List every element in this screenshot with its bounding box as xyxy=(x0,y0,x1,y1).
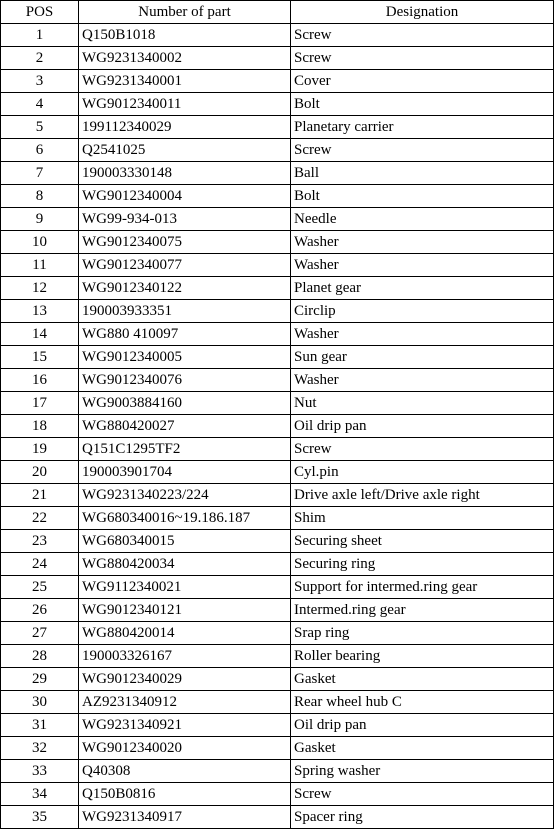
part-number-cell: WG9012340121 xyxy=(79,599,291,622)
part-number-cell: Q2541025 xyxy=(79,139,291,162)
table-row xyxy=(1,806,554,829)
part-number-cell: WG9012340075 xyxy=(79,231,291,254)
part-number-cell: WG9012340076 xyxy=(79,369,291,392)
part-number-cell: 199112340029 xyxy=(79,116,291,139)
part-number-cell: WG9012340020 xyxy=(79,737,291,760)
pos-cell: 35 xyxy=(1,806,79,829)
table-row xyxy=(1,162,554,185)
part-number-cell: WG9012340077 xyxy=(79,254,291,277)
part-number-cell: WG9231340223/224 xyxy=(79,484,291,507)
designation-cell: Bolt xyxy=(291,185,554,208)
part-number-cell: WG9003884160 xyxy=(79,392,291,415)
designation-cell: Screw xyxy=(291,783,554,806)
pos-cell: 14 xyxy=(1,323,79,346)
pos-cell: 11 xyxy=(1,254,79,277)
part-number-cell: Q150B1018 xyxy=(79,24,291,47)
pos-cell: 23 xyxy=(1,530,79,553)
table-row xyxy=(1,553,554,576)
designation-cell: Screw xyxy=(291,139,554,162)
part-number-cell: 190003330148 xyxy=(79,162,291,185)
pos-cell: 28 xyxy=(1,645,79,668)
table-row xyxy=(1,231,554,254)
part-number-cell: 190003901704 xyxy=(79,461,291,484)
part-number-cell: WG680340016~19.186.187 xyxy=(79,507,291,530)
designation-cell: Screw xyxy=(291,438,554,461)
table-row xyxy=(1,70,554,93)
table-row xyxy=(1,93,554,116)
pos-cell: 27 xyxy=(1,622,79,645)
designation-cell: Bolt xyxy=(291,93,554,116)
pos-cell: 1 xyxy=(1,24,79,47)
pos-cell: 3 xyxy=(1,70,79,93)
designation-cell: Shim xyxy=(291,507,554,530)
header-row xyxy=(1,1,554,24)
pos-cell: 31 xyxy=(1,714,79,737)
table-row xyxy=(1,714,554,737)
designation-cell: Planetary carrier xyxy=(291,116,554,139)
designation-cell: Rear wheel hub C xyxy=(291,691,554,714)
pos-cell: 19 xyxy=(1,438,79,461)
header-designation: Designation xyxy=(291,1,554,24)
table-row xyxy=(1,346,554,369)
pos-cell: 24 xyxy=(1,553,79,576)
pos-cell: 26 xyxy=(1,599,79,622)
part-number-cell: AZ9231340912 xyxy=(79,691,291,714)
pos-cell: 10 xyxy=(1,231,79,254)
designation-cell: Roller bearing xyxy=(291,645,554,668)
designation-cell: Washer xyxy=(291,369,554,392)
designation-cell: Intermed.ring gear xyxy=(291,599,554,622)
part-number-cell: WG9012340011 xyxy=(79,93,291,116)
designation-cell: Sun gear xyxy=(291,346,554,369)
part-number-cell: WG9231340002 xyxy=(79,47,291,70)
part-number-cell: 190003326167 xyxy=(79,645,291,668)
table-row xyxy=(1,392,554,415)
part-number-cell: 190003933351 xyxy=(79,300,291,323)
table-row xyxy=(1,576,554,599)
pos-cell: 13 xyxy=(1,300,79,323)
pos-cell: 4 xyxy=(1,93,79,116)
pos-cell: 22 xyxy=(1,507,79,530)
pos-cell: 8 xyxy=(1,185,79,208)
part-number-cell: WG880 410097 xyxy=(79,323,291,346)
part-number-cell: WG680340015 xyxy=(79,530,291,553)
table-row xyxy=(1,254,554,277)
pos-cell: 2 xyxy=(1,47,79,70)
part-number-cell: Q150B0816 xyxy=(79,783,291,806)
pos-cell: 16 xyxy=(1,369,79,392)
table-header xyxy=(1,1,554,24)
part-number-cell: WG9231340921 xyxy=(79,714,291,737)
pos-cell: 21 xyxy=(1,484,79,507)
part-number-cell: WG9012340122 xyxy=(79,277,291,300)
part-number-cell: WG99-934-013 xyxy=(79,208,291,231)
table-row xyxy=(1,139,554,162)
pos-cell: 15 xyxy=(1,346,79,369)
designation-cell: Planet gear xyxy=(291,277,554,300)
designation-cell: Screw xyxy=(291,47,554,70)
part-number-cell: WG9012340029 xyxy=(79,668,291,691)
table-row xyxy=(1,783,554,806)
pos-cell: 32 xyxy=(1,737,79,760)
table-row xyxy=(1,645,554,668)
pos-cell: 34 xyxy=(1,783,79,806)
designation-cell: Drive axle left/Drive axle right xyxy=(291,484,554,507)
table-row xyxy=(1,461,554,484)
table-row xyxy=(1,47,554,70)
pos-cell: 20 xyxy=(1,461,79,484)
designation-cell: Ball xyxy=(291,162,554,185)
part-number-cell: WG9012340004 xyxy=(79,185,291,208)
designation-cell: Nut xyxy=(291,392,554,415)
pos-cell: 12 xyxy=(1,277,79,300)
header-number-of-part: Number of part xyxy=(79,1,291,24)
pos-cell: 17 xyxy=(1,392,79,415)
table-row xyxy=(1,415,554,438)
table-row xyxy=(1,277,554,300)
designation-cell: Oil drip pan xyxy=(291,415,554,438)
part-number-cell: WG880420027 xyxy=(79,415,291,438)
table-row xyxy=(1,24,554,47)
part-number-cell: WG9231340001 xyxy=(79,70,291,93)
table-row xyxy=(1,369,554,392)
designation-cell: Securing ring xyxy=(291,553,554,576)
designation-cell: Srap ring xyxy=(291,622,554,645)
part-number-cell: WG9012340005 xyxy=(79,346,291,369)
table-row xyxy=(1,737,554,760)
designation-cell: Spring washer xyxy=(291,760,554,783)
table-row xyxy=(1,300,554,323)
table-row xyxy=(1,208,554,231)
table-row xyxy=(1,484,554,507)
designation-cell: Gasket xyxy=(291,737,554,760)
pos-cell: 25 xyxy=(1,576,79,599)
table-row xyxy=(1,530,554,553)
designation-cell: Needle xyxy=(291,208,554,231)
pos-cell: 18 xyxy=(1,415,79,438)
pos-cell: 5 xyxy=(1,116,79,139)
designation-cell: Securing sheet xyxy=(291,530,554,553)
designation-cell: Cover xyxy=(291,70,554,93)
designation-cell: Gasket xyxy=(291,668,554,691)
table-row xyxy=(1,323,554,346)
part-number-cell: Q40308 xyxy=(79,760,291,783)
table-row xyxy=(1,438,554,461)
pos-cell: 7 xyxy=(1,162,79,185)
part-number-cell: Q151C1295TF2 xyxy=(79,438,291,461)
pos-cell: 30 xyxy=(1,691,79,714)
part-number-cell: WG9231340917 xyxy=(79,806,291,829)
designation-cell: Screw xyxy=(291,24,554,47)
table-row xyxy=(1,599,554,622)
table-row xyxy=(1,507,554,530)
designation-cell: Circlip xyxy=(291,300,554,323)
pos-cell: 29 xyxy=(1,668,79,691)
table-row xyxy=(1,760,554,783)
pos-cell: 33 xyxy=(1,760,79,783)
designation-cell: Washer xyxy=(291,231,554,254)
pos-cell: 6 xyxy=(1,139,79,162)
table-row xyxy=(1,691,554,714)
part-number-cell: WG880420034 xyxy=(79,553,291,576)
table-row xyxy=(1,668,554,691)
part-number-cell: WG9112340021 xyxy=(79,576,291,599)
designation-cell: Spacer ring xyxy=(291,806,554,829)
part-number-cell: WG880420014 xyxy=(79,622,291,645)
designation-cell: Washer xyxy=(291,254,554,277)
designation-cell: Oil drip pan xyxy=(291,714,554,737)
header-pos: POS xyxy=(1,1,79,24)
pos-cell: 9 xyxy=(1,208,79,231)
designation-cell: Cyl.pin xyxy=(291,461,554,484)
table-body xyxy=(1,24,554,829)
table-row xyxy=(1,116,554,139)
table-row xyxy=(1,185,554,208)
designation-cell: Support for intermed.ring gear xyxy=(291,576,554,599)
designation-cell: Washer xyxy=(291,323,554,346)
table-row xyxy=(1,622,554,645)
